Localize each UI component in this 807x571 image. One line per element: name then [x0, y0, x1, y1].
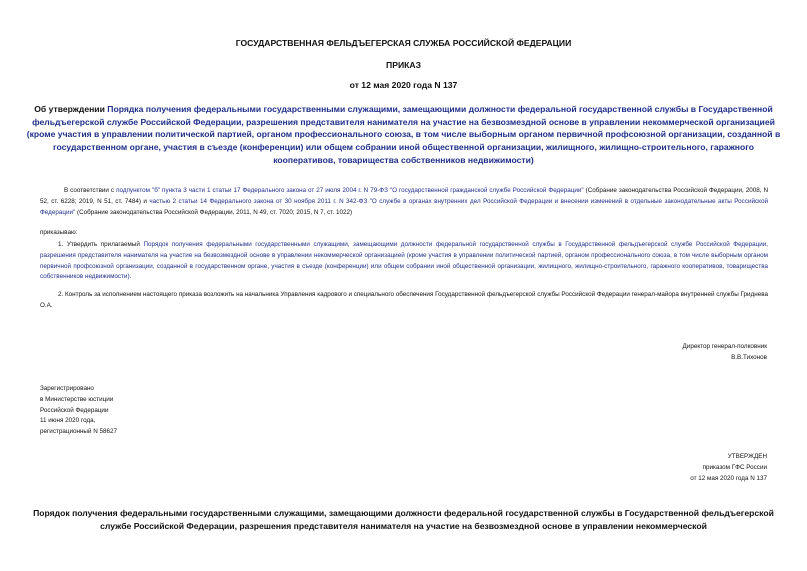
clause-1-procedure-link[interactable]: Порядок получения федеральными государственными служащими, замещающими должности федеральной государственной службы в Государственной фельдъегерской службе Российской Федерации, разрешения представителя нанимателя на участие на безвозмездной основе в управлении некоммерческой организацией (кроме участия в управлении политической партией, органом профессионального союза, в том числе выборным органом первичной профсоюзной организации, созданной в государственном органе, участия в съезде (конференции) или общем собрании иной общественной организации, жилищного, жилищно-строительного, гаражного кооперативов, товарищества собственников недвижимости): [40, 241, 769, 281]
registration-line-5: регистрационный N 58627: [40, 428, 118, 436]
registration-line-3: Российской Федерации: [40, 406, 109, 414]
basis-law-link-79fz[interactable]: подпунктом "б" пункта 3 части 1 статьи 17 Федерального закона от 27 июля 2004 г. N 79-ФЗ "О государственной гражданской службе Российской Федерации": [116, 187, 584, 194]
order-word: приказываю:: [40, 229, 78, 236]
approved-line-3: от 12 мая 2020 года N 137: [690, 474, 767, 482]
registration-line-1: Зарегистрировано: [40, 385, 94, 392]
doc-date: от 12 мая 2020 года N 137: [349, 80, 458, 90]
clause-2-text: 2. Контроль за исполнением настоящего приказа возложить на начальника Управления кадрового и специального обеспечения Государственной фельдъегерской службы Российской Федерации генерал-майора внутренней службы Гриднева О.А.: [40, 291, 768, 309]
basis-text-1: В соответствии с: [64, 187, 117, 194]
doc-title: [22, 103, 785, 167]
doc-type: ПРИКАЗ: [386, 60, 421, 70]
basis-law-link-342fz[interactable]: частью 2 статьи 14 Федерального закона от 30 ноября 2011 г. N 342-ФЗ "О службе в органах внутренних дел Российской Федерации и внесении изменений в отдельные законодательные акты Российской Федерации": [40, 197, 768, 216]
registration-line-2: в Министерстве юстиции: [40, 395, 114, 403]
basis-text-2: (Собрание законодательства Российской Федерации, 2008, N 52, ст. 6228; 2019, N 51, ст. 7484) и: [40, 187, 769, 205]
registration-block: [40, 384, 240, 438]
signature-block: [547, 342, 767, 364]
signer-name: В.В.Тихонов: [731, 353, 767, 361]
approved-block: [547, 452, 767, 484]
basis-text-3: (Собрание законодательства Российской Федерации, 2011, N 49, ст. 7020; 2015, N 7, ст. 1022): [75, 208, 353, 216]
approved-line-1: УТВЕРЖДЕН: [727, 453, 767, 460]
title-prefix: Об утверждении: [34, 104, 108, 114]
registration-line-4: 11 июня 2020 года,: [40, 417, 96, 425]
approved-line-2: приказом ГФС России: [702, 463, 767, 471]
signer-position: Директор генерал-полковник: [682, 343, 767, 350]
title-procedure-link[interactable]: Порядка получения федеральными государственными служащими, замещающими должности федеральной государственной службы в Государственной фельдъегерской службе Российской Федерации, разрешения представителя нанимателя на участие на безвозмездной основе в управлении некоммерческой организацией (кроме участия в управлении политической партией, органом профессионального союза, в том числе выборным органом первичной профсоюзной организации, созданной в государственном органе, участия в съезде (конференции) или общем собрании иной общественной организации, жилищного, жилищно-строительного, гаражного кооперативов, товарищества собственников недвижимости): [26, 104, 781, 165]
clause-1: [40, 240, 768, 283]
clause-2: [40, 290, 768, 312]
org-name: ГОСУДАРСТВЕННАЯ ФЕЛЬДЪЕГЕРСКАЯ СЛУЖБА РОССИЙСКОЙ ФЕДЕРАЦИИ: [235, 38, 572, 48]
clause-1-text: 1. Утвердить прилагаемый: [58, 241, 144, 248]
clause-1-end: .: [129, 273, 132, 281]
procedure-title: Порядок получения федеральными государственными служащими, замещающими должности федеральной государственной службы в Государственной фельдъегерской службе Российской Федерации, разрешения представителя нанимателя на участие на безвозмездной основе в управлении некоммерческой: [33, 508, 774, 531]
basis-paragraph: [40, 186, 768, 218]
